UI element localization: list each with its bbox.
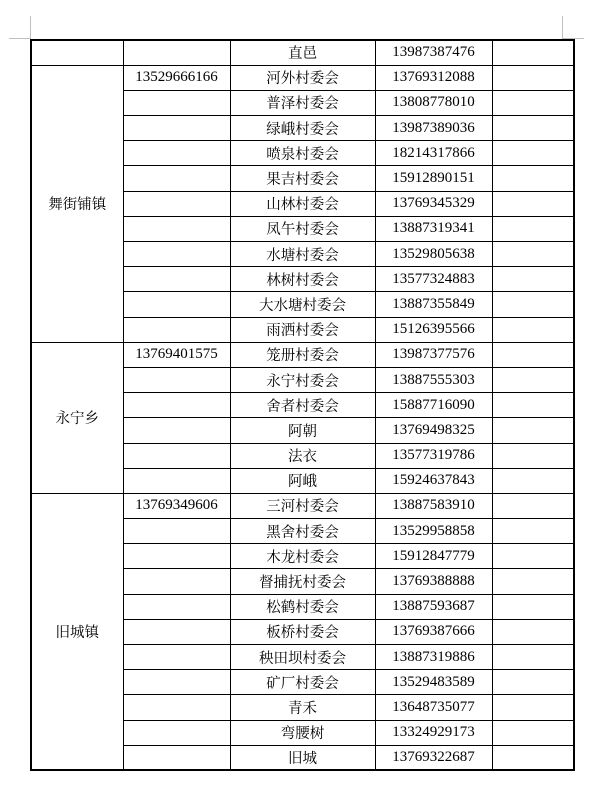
village-name-cell[interactable]: 舍者村委会 bbox=[230, 393, 375, 418]
town-leader-phone-cell[interactable] bbox=[123, 40, 230, 65]
town-leader-phone-cell[interactable] bbox=[123, 116, 230, 141]
village-name-cell[interactable]: 青禾 bbox=[230, 695, 375, 720]
notes-cell[interactable] bbox=[492, 720, 574, 745]
town-leader-phone-cell[interactable] bbox=[123, 216, 230, 241]
town-leader-phone-cell[interactable] bbox=[123, 619, 230, 644]
notes-cell[interactable] bbox=[492, 695, 574, 720]
village-phone-cell[interactable]: 13769322687 bbox=[375, 745, 492, 770]
village-name-cell[interactable]: 绿峨村委会 bbox=[230, 116, 375, 141]
notes-cell[interactable] bbox=[492, 141, 574, 166]
notes-cell[interactable] bbox=[492, 116, 574, 141]
notes-cell[interactable] bbox=[492, 90, 574, 115]
town-cell[interactable]: 旧城镇 bbox=[31, 493, 123, 770]
village-name-cell[interactable]: 弯腰树 bbox=[230, 720, 375, 745]
notes-cell[interactable] bbox=[492, 619, 574, 644]
village-phone-cell[interactable]: 13529483589 bbox=[375, 670, 492, 695]
village-phone-cell[interactable]: 18214317866 bbox=[375, 141, 492, 166]
town-leader-phone-cell[interactable] bbox=[123, 90, 230, 115]
village-name-cell[interactable]: 木龙村委会 bbox=[230, 544, 375, 569]
village-name-cell[interactable]: 河外村委会 bbox=[230, 65, 375, 90]
town-leader-phone-cell[interactable] bbox=[123, 418, 230, 443]
village-phone-cell[interactable]: 13887355849 bbox=[375, 292, 492, 317]
village-phone-cell[interactable]: 15924637843 bbox=[375, 468, 492, 493]
village-phone-cell[interactable]: 13529805638 bbox=[375, 242, 492, 267]
town-leader-phone-cell[interactable] bbox=[123, 569, 230, 594]
town-leader-phone-cell[interactable] bbox=[123, 443, 230, 468]
village-name-cell[interactable]: 永宁村委会 bbox=[230, 367, 375, 392]
notes-cell[interactable] bbox=[492, 191, 574, 216]
village-name-cell[interactable]: 喷泉村委会 bbox=[230, 141, 375, 166]
town-leader-phone-cell[interactable] bbox=[123, 745, 230, 770]
village-phone-cell[interactable]: 15912847779 bbox=[375, 544, 492, 569]
margin-crop-mark-top-left-vertical bbox=[30, 16, 31, 39]
village-phone-cell[interactable]: 13987377576 bbox=[375, 342, 492, 367]
village-name-cell[interactable]: 三河村委会 bbox=[230, 493, 375, 518]
town-leader-phone-cell[interactable] bbox=[123, 670, 230, 695]
town-leader-phone-cell[interactable] bbox=[123, 393, 230, 418]
village-name-cell[interactable]: 笼册村委会 bbox=[230, 342, 375, 367]
village-phone-cell[interactable]: 13577324883 bbox=[375, 267, 492, 292]
village-phone-cell[interactable]: 15887716090 bbox=[375, 393, 492, 418]
village-name-cell[interactable]: 阿朝 bbox=[230, 418, 375, 443]
village-name-cell[interactable]: 果吉村委会 bbox=[230, 166, 375, 191]
contact-table-body bbox=[31, 40, 574, 770]
village-phone-cell[interactable]: 13577319786 bbox=[375, 443, 492, 468]
town-leader-phone-cell[interactable] bbox=[123, 267, 230, 292]
town-leader-phone-cell[interactable] bbox=[123, 645, 230, 670]
notes-cell[interactable] bbox=[492, 393, 574, 418]
village-name-cell[interactable]: 矿厂村委会 bbox=[230, 670, 375, 695]
town-leader-phone-cell[interactable] bbox=[123, 166, 230, 191]
notes-cell[interactable] bbox=[492, 443, 574, 468]
table-row bbox=[31, 493, 574, 518]
village-phone-cell[interactable]: 13769388888 bbox=[375, 569, 492, 594]
town-leader-phone-cell[interactable] bbox=[123, 695, 230, 720]
notes-cell[interactable] bbox=[492, 216, 574, 241]
town-leader-phone-cell[interactable] bbox=[123, 317, 230, 342]
village-name-cell[interactable]: 黑舍村委会 bbox=[230, 519, 375, 544]
town-leader-phone-cell[interactable] bbox=[123, 594, 230, 619]
village-phone-cell[interactable]: 13887583910 bbox=[375, 493, 492, 518]
town-leader-phone-cell[interactable] bbox=[123, 191, 230, 216]
village-phone-cell[interactable]: 13887319341 bbox=[375, 216, 492, 241]
village-name-cell[interactable]: 旧城 bbox=[230, 745, 375, 770]
village-contact-table bbox=[30, 39, 575, 771]
village-name-cell[interactable]: 板桥村委会 bbox=[230, 619, 375, 644]
village-phone-cell[interactable]: 13769387666 bbox=[375, 619, 492, 644]
notes-cell[interactable] bbox=[492, 367, 574, 392]
notes-cell[interactable] bbox=[492, 745, 574, 770]
village-name-cell[interactable]: 直邑 bbox=[230, 40, 375, 65]
village-phone-cell[interactable]: 13808778010 bbox=[375, 90, 492, 115]
town-leader-phone-cell[interactable] bbox=[123, 292, 230, 317]
village-phone-cell[interactable]: 13324929173 bbox=[375, 720, 492, 745]
margin-crop-mark-top-left-horizontal bbox=[9, 38, 30, 39]
town-cell[interactable] bbox=[31, 40, 123, 65]
village-name-cell[interactable]: 督捕抚村委会 bbox=[230, 569, 375, 594]
village-phone-cell[interactable]: 13648735077 bbox=[375, 695, 492, 720]
village-name-cell[interactable]: 阿峨 bbox=[230, 468, 375, 493]
town-cell[interactable]: 永宁乡 bbox=[31, 342, 123, 493]
notes-cell[interactable] bbox=[492, 493, 574, 518]
notes-cell[interactable] bbox=[492, 519, 574, 544]
notes-cell[interactable] bbox=[492, 292, 574, 317]
margin-crop-mark-top-right-vertical bbox=[562, 16, 563, 39]
town-leader-phone-cell[interactable]: 13769349606 bbox=[123, 493, 230, 518]
village-phone-cell[interactable]: 13887555303 bbox=[375, 367, 492, 392]
village-phone-cell[interactable]: 13529958858 bbox=[375, 519, 492, 544]
town-leader-phone-cell[interactable] bbox=[123, 519, 230, 544]
notes-cell[interactable] bbox=[492, 317, 574, 342]
village-phone-cell[interactable]: 13769498325 bbox=[375, 418, 492, 443]
village-phone-cell[interactable]: 13887593687 bbox=[375, 594, 492, 619]
notes-cell[interactable] bbox=[492, 468, 574, 493]
table-row bbox=[31, 65, 574, 90]
village-phone-cell[interactable]: 15912890151 bbox=[375, 166, 492, 191]
town-leader-phone-cell[interactable] bbox=[123, 367, 230, 392]
notes-cell[interactable] bbox=[492, 544, 574, 569]
notes-cell[interactable] bbox=[492, 342, 574, 367]
village-name-cell[interactable]: 雨洒村委会 bbox=[230, 317, 375, 342]
notes-cell[interactable] bbox=[492, 242, 574, 267]
village-name-cell[interactable]: 普泽村委会 bbox=[230, 90, 375, 115]
notes-cell[interactable] bbox=[492, 594, 574, 619]
notes-cell[interactable] bbox=[492, 569, 574, 594]
village-name-cell[interactable]: 水塘村委会 bbox=[230, 242, 375, 267]
town-leader-phone-cell[interactable] bbox=[123, 242, 230, 267]
table-row bbox=[31, 40, 574, 65]
village-phone-cell[interactable]: 13769312088 bbox=[375, 65, 492, 90]
notes-cell[interactable] bbox=[492, 670, 574, 695]
town-leader-phone-cell[interactable]: 13769401575 bbox=[123, 342, 230, 367]
village-name-cell[interactable]: 凤午村委会 bbox=[230, 216, 375, 241]
town-leader-phone-cell[interactable] bbox=[123, 468, 230, 493]
notes-cell[interactable] bbox=[492, 267, 574, 292]
notes-cell[interactable] bbox=[492, 645, 574, 670]
village-name-cell[interactable]: 大水塘村委会 bbox=[230, 292, 375, 317]
notes-cell[interactable] bbox=[492, 418, 574, 443]
notes-cell[interactable] bbox=[492, 65, 574, 90]
village-phone-cell[interactable]: 13987387476 bbox=[375, 40, 492, 65]
town-cell[interactable]: 舞街铺镇 bbox=[31, 65, 123, 342]
village-name-cell[interactable]: 秧田坝村委会 bbox=[230, 645, 375, 670]
town-leader-phone-cell[interactable] bbox=[123, 544, 230, 569]
town-leader-phone-cell[interactable] bbox=[123, 720, 230, 745]
notes-cell[interactable] bbox=[492, 40, 574, 65]
village-name-cell[interactable]: 法衣 bbox=[230, 443, 375, 468]
notes-cell[interactable] bbox=[492, 166, 574, 191]
village-phone-cell[interactable]: 13887319886 bbox=[375, 645, 492, 670]
village-phone-cell[interactable]: 13987389036 bbox=[375, 116, 492, 141]
village-phone-cell[interactable]: 13769345329 bbox=[375, 191, 492, 216]
town-leader-phone-cell[interactable] bbox=[123, 141, 230, 166]
village-name-cell[interactable]: 松鹤村委会 bbox=[230, 594, 375, 619]
town-leader-phone-cell[interactable]: 13529666166 bbox=[123, 65, 230, 90]
village-name-cell[interactable]: 山林村委会 bbox=[230, 191, 375, 216]
village-phone-cell[interactable]: 15126395566 bbox=[375, 317, 492, 342]
village-name-cell[interactable]: 林树村委会 bbox=[230, 267, 375, 292]
table-row bbox=[31, 342, 574, 367]
